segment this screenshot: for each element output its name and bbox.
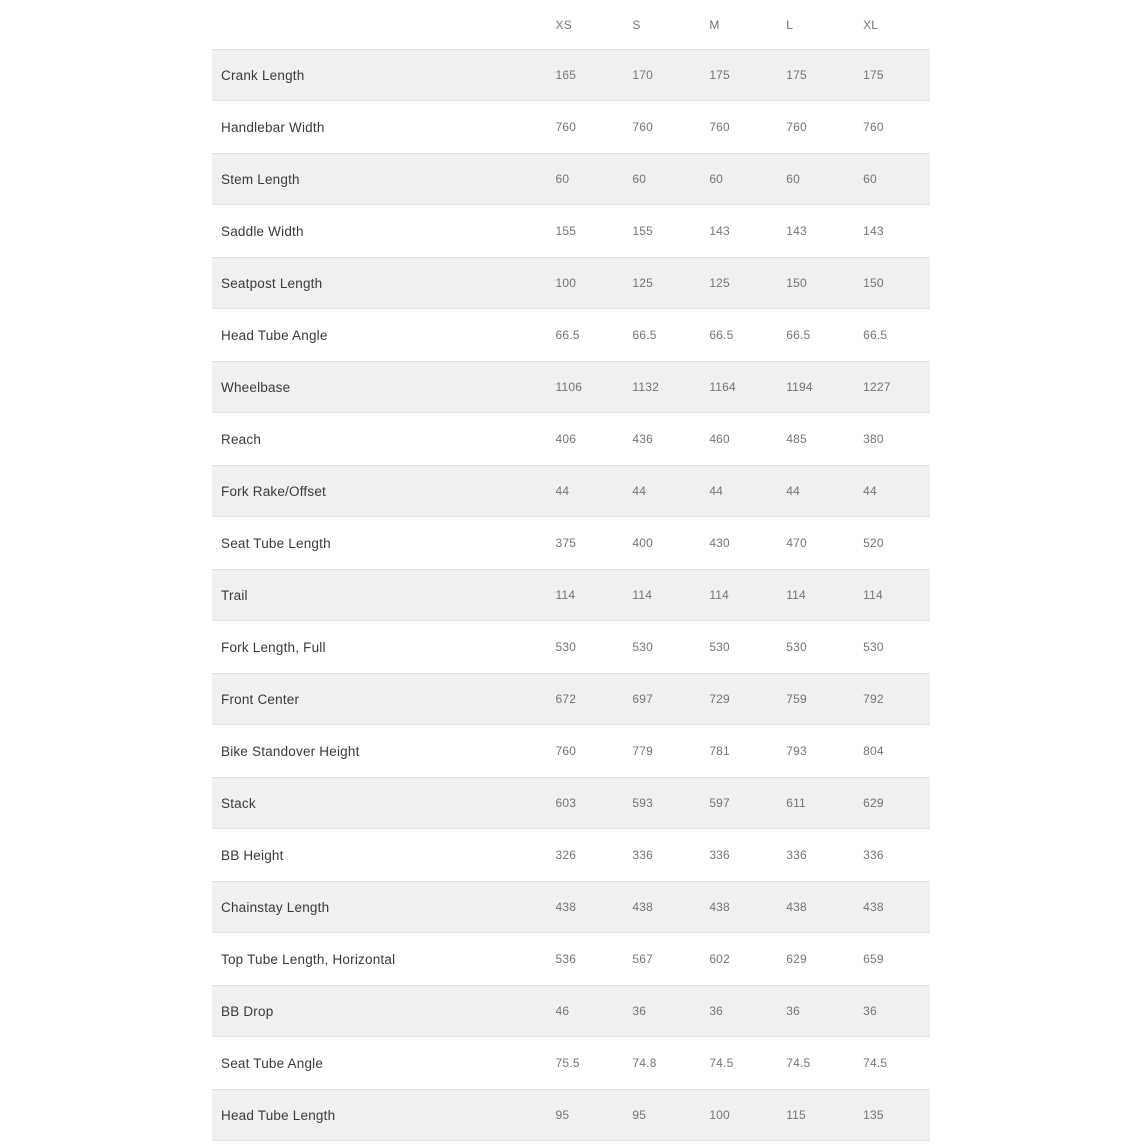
row-value: 115 <box>786 1108 806 1122</box>
row-value: 375 <box>555 536 577 550</box>
size-header-row <box>212 0 930 49</box>
row-value: 95 <box>632 1108 647 1122</box>
table-row <box>212 309 930 361</box>
row-value: 1164 <box>709 380 736 394</box>
row-value: 400 <box>632 536 654 550</box>
row-value: 530 <box>786 640 807 654</box>
row-value: 74.8 <box>632 1056 657 1070</box>
row-label: Trail <box>221 587 248 603</box>
size-header-l: L <box>786 17 794 32</box>
row-value: 36 <box>709 1004 724 1018</box>
row-label: Wheelbase <box>221 379 291 395</box>
row-value: 438 <box>709 900 730 914</box>
row-value: 1132 <box>632 380 660 394</box>
table-row <box>212 829 930 881</box>
row-value: 60 <box>709 172 724 186</box>
row-label: Head Tube Length <box>221 1107 336 1123</box>
row-value: 629 <box>863 796 884 810</box>
row-value: 530 <box>632 640 654 654</box>
row-value: 336 <box>863 848 884 862</box>
row-label: Bike Standover Height <box>221 743 360 759</box>
row-value: 530 <box>863 640 884 654</box>
row-value: 66.5 <box>632 328 657 342</box>
row-label: Stack <box>221 795 256 811</box>
table-row <box>212 1037 930 1089</box>
row-value: 74.5 <box>709 1056 734 1070</box>
row-value: 1194 <box>786 380 813 394</box>
row-value: 760 <box>555 744 577 758</box>
row-value: 438 <box>786 900 807 914</box>
row-value: 336 <box>709 848 730 862</box>
row-value: 380 <box>863 432 884 446</box>
row-label: Seat Tube Length <box>221 535 331 551</box>
row-value: 792 <box>863 692 884 706</box>
row-value: 135 <box>863 1108 884 1122</box>
row-label: Chainstay Length <box>221 899 330 915</box>
row-label: Stem Length <box>221 171 300 187</box>
table-row <box>212 673 930 725</box>
row-value: 436 <box>632 432 654 446</box>
row-value: 44 <box>786 484 800 498</box>
row-value: 165 <box>555 68 577 82</box>
row-label: Handlebar Width <box>221 119 325 135</box>
row-value: 100 <box>555 276 577 290</box>
row-value: 759 <box>786 692 807 706</box>
table-row <box>212 517 930 569</box>
row-value: 74.5 <box>786 1056 811 1070</box>
table-row <box>212 257 930 309</box>
row-value: 530 <box>555 640 577 654</box>
row-value: 438 <box>632 900 654 914</box>
row-value: 760 <box>786 120 807 134</box>
row-value: 175 <box>709 68 730 82</box>
row-value: 175 <box>863 68 884 82</box>
row-value: 629 <box>786 952 807 966</box>
row-value: 603 <box>555 796 577 810</box>
table-row <box>212 101 930 153</box>
row-value: 114 <box>863 588 883 602</box>
row-value: 597 <box>709 796 730 810</box>
row-value: 155 <box>632 224 654 238</box>
row-value: 60 <box>786 172 800 186</box>
row-value: 95 <box>555 1108 570 1122</box>
row-value: 175 <box>786 68 807 82</box>
row-value: 66.5 <box>786 328 811 342</box>
table-row <box>212 413 930 465</box>
row-label: Seat Tube Angle <box>221 1055 324 1071</box>
row-value: 60 <box>632 172 647 186</box>
row-value: 60 <box>555 172 570 186</box>
row-value: 536 <box>555 952 577 966</box>
size-header-xl: XL <box>863 17 879 32</box>
table-row <box>212 1089 930 1141</box>
row-value: 125 <box>632 276 654 290</box>
row-value: 438 <box>555 900 577 914</box>
row-value: 438 <box>863 900 884 914</box>
table-row <box>212 569 930 621</box>
row-value: 143 <box>786 224 807 238</box>
row-value: 793 <box>786 744 807 758</box>
row-value: 114 <box>786 588 806 602</box>
row-value: 66.5 <box>863 328 888 342</box>
row-value: 520 <box>863 536 884 550</box>
row-value: 36 <box>632 1004 647 1018</box>
row-label: BB Drop <box>221 1003 274 1019</box>
row-value: 60 <box>863 172 877 186</box>
table-row <box>212 933 930 985</box>
row-value: 672 <box>555 692 577 706</box>
row-value: 1106 <box>555 380 583 394</box>
row-value: 125 <box>709 276 730 290</box>
row-value: 470 <box>786 536 807 550</box>
row-value: 36 <box>786 1004 800 1018</box>
row-value: 150 <box>786 276 807 290</box>
row-value: 804 <box>863 744 884 758</box>
row-value: 143 <box>709 224 730 238</box>
row-value: 460 <box>709 432 730 446</box>
row-value: 602 <box>709 952 730 966</box>
table-row <box>212 985 930 1037</box>
table-row <box>212 361 930 413</box>
row-value: 66.5 <box>555 328 580 342</box>
row-label: Reach <box>221 431 262 447</box>
row-value: 170 <box>632 68 654 82</box>
row-label: Fork Length, Full <box>221 639 326 655</box>
row-value: 760 <box>632 120 654 134</box>
geometry-rows <box>212 49 930 1141</box>
row-value: 781 <box>709 744 730 758</box>
row-value: 760 <box>863 120 884 134</box>
row-value: 74.5 <box>863 1056 888 1070</box>
size-header-m: M <box>709 17 720 32</box>
row-value: 114 <box>632 588 653 602</box>
row-label: Head Tube Angle <box>221 327 328 343</box>
row-value: 66.5 <box>709 328 734 342</box>
row-value: 567 <box>632 952 654 966</box>
row-label: Crank Length <box>221 67 305 83</box>
table-row <box>212 777 930 829</box>
row-value: 143 <box>863 224 884 238</box>
row-value: 114 <box>709 588 730 602</box>
row-value: 75.5 <box>555 1056 580 1070</box>
row-value: 485 <box>786 432 807 446</box>
row-value: 779 <box>632 744 654 758</box>
row-value: 44 <box>555 484 570 498</box>
row-label: Seatpost Length <box>221 275 323 291</box>
row-value: 406 <box>555 432 577 446</box>
table-row <box>212 621 930 673</box>
row-value: 155 <box>555 224 577 238</box>
row-value: 1227 <box>863 380 891 394</box>
row-value: 114 <box>555 588 576 602</box>
geometry-table <box>212 0 930 1141</box>
row-value: 150 <box>863 276 884 290</box>
row-value: 430 <box>709 536 730 550</box>
row-value: 593 <box>632 796 654 810</box>
row-value: 36 <box>863 1004 877 1018</box>
row-value: 44 <box>632 484 647 498</box>
size-header-xs: XS <box>555 17 572 32</box>
table-row <box>212 881 930 933</box>
row-value: 336 <box>786 848 807 862</box>
row-value: 760 <box>555 120 577 134</box>
row-label: Front Center <box>221 691 300 707</box>
row-value: 100 <box>709 1108 730 1122</box>
table-row <box>212 465 930 517</box>
row-label: Fork Rake/Offset <box>221 483 326 499</box>
row-value: 611 <box>786 796 806 810</box>
row-label: Top Tube Length, Horizontal <box>221 951 396 967</box>
row-value: 760 <box>709 120 730 134</box>
row-value: 697 <box>632 692 654 706</box>
row-value: 659 <box>863 952 884 966</box>
row-value: 336 <box>632 848 654 862</box>
row-label: Saddle Width <box>221 223 304 239</box>
table-row <box>212 725 930 777</box>
size-header-s: S <box>632 17 641 32</box>
row-label: BB Height <box>221 847 284 863</box>
row-value: 729 <box>709 692 730 706</box>
table-row <box>212 153 930 205</box>
row-value: 44 <box>863 484 877 498</box>
row-value: 530 <box>709 640 730 654</box>
table-row <box>212 49 930 101</box>
row-value: 44 <box>709 484 724 498</box>
row-value: 326 <box>555 848 577 862</box>
table-row <box>212 205 930 257</box>
row-value: 46 <box>555 1004 570 1018</box>
